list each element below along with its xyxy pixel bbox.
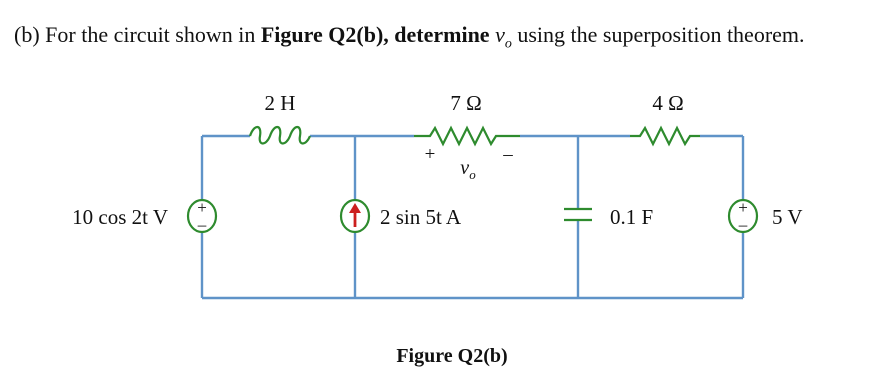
inductor-label: 2 H — [264, 91, 296, 115]
current-source-label: 2 sin 5t A — [380, 205, 462, 229]
vo-label: $v_o$ — [460, 157, 476, 182]
source-right-plus: + — [738, 198, 748, 217]
source-left-plus: + — [197, 198, 207, 217]
figure-caption: Figure Q2(b) — [396, 345, 508, 367]
resistor-7 — [414, 128, 520, 144]
question-figure-ref: Figure Q2(b), determine — [260, 22, 490, 47]
source-right-minus: – — [738, 215, 748, 234]
inductor — [250, 127, 310, 144]
question-text-after: using the superposition theorem. — [517, 22, 805, 47]
resistor-7-label: 7 Ω — [450, 91, 482, 115]
source-right-label: 5 V — [772, 205, 803, 229]
capacitor — [564, 209, 592, 220]
question-text-before: For the circuit shown in — [45, 22, 256, 47]
capacitor-label: 0.1 F — [610, 205, 654, 229]
vo-plus-sign: + — [424, 144, 436, 165]
resistor-4-label: 4 Ω — [652, 91, 684, 115]
question-part: (b) — [14, 22, 40, 47]
source-left-minus: – — [197, 215, 207, 234]
voltage-source-right — [729, 198, 757, 234]
current-source — [341, 200, 369, 232]
voltage-source-left — [188, 198, 216, 234]
resistor-4 — [630, 128, 700, 144]
vo-minus-sign: – — [503, 144, 513, 165]
source-left-label: 10 cos 2t V — [72, 205, 168, 229]
question-variable: $v_o$ — [495, 22, 512, 52]
circuit-wires — [202, 136, 743, 298]
